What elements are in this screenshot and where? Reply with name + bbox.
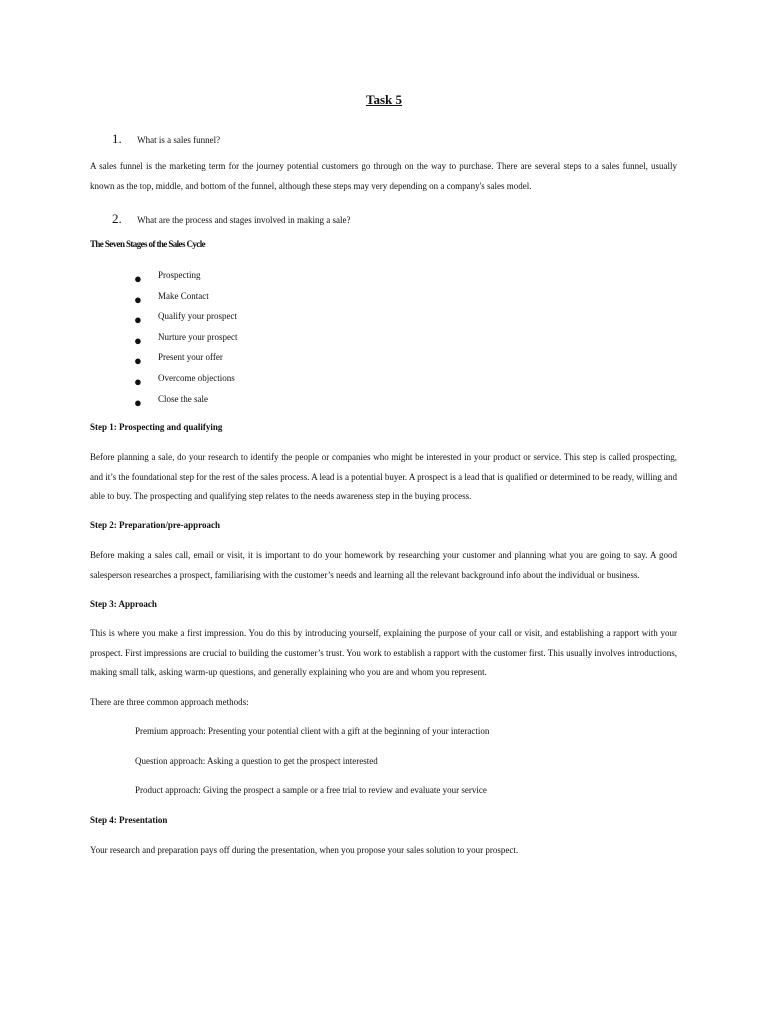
step-4-heading: Step 4: Presentation	[90, 815, 168, 825]
approach-method-question: Question approach: Asking a question to get the prospect interested	[135, 756, 378, 766]
stages-heading: The Seven Stages of the Sales Cycle	[90, 239, 205, 249]
question-2-number: 2.	[112, 211, 122, 226]
bullet-icon: ●	[134, 271, 142, 286]
bullet-icon: ●	[134, 373, 142, 389]
document-page: Task 5 1. What is a sales funnel? A sales funnel is the marketing term for the journey potential customers go through on the way to purchase. There are several steps to a sales funnel, usually known as the top, middle, and bottom of the funnel, although these steps may very depending on a company's sales model. 2. What are the process and stages involved in making a sale? The Seven Stages of the Sales Cycle ● Prospecting ● Make Contact ● Qualify your prospect ● Nurture your prospect ● Present your offer ● Overcome objections ● Close the sale Step 1: Prospecting and qualifying Before planning a sale, do your research to identify the people or companies who might be interested in your product or service. This step is called prospecting, and it’s the foundational step for the rest of the sales process. A lead is a potential buyer. A prospect is a lead that is qualified or determined to be ready, willing and able to buy. The prospecting and qualifying step relates to the needs awareness step in the buying process. Step 2: Preparation/pre-approach Before making a sales call, email or visit, it is important to do your homework by researching your customer and planning what you are going to say. A good salesperson researches a prospect, familiarising with the customer’s needs and learning all the relevant background info about the individual or business. Step 3: Approach This is where you make a first impression. You do this by introducing yourself, explaining the purpose of your call or visit, and establishing a rapport with your prospect. First impressions are crucial to building the customer’s trust. You work to establish a rapport with the customer first. This usually involves introductions, making small talk, asking warm-up questions, and generally explaining who you are and whom you represent. There are three common approach methods: Premium approach: Presenting your potential client with a gift at the beginning of your interaction Question approach: Asking a question to get the prospect interested Product approach: Giving the prospect a sample or a free trial to review and evaluate your service Step 4: Presentation Your research and preparation pays off during the presentation, when you propose your sales solution to your prospect.	[0, 0, 768, 1024]
bullet-icon: ●	[134, 312, 142, 328]
step-4-paragraph: Your research and preparation pays off during the presentation, when you propose your sales solution to your prospect.	[90, 845, 519, 855]
question-1	[112, 131, 220, 147]
question-2	[112, 211, 351, 227]
approach-method-premium: Premium approach: Presenting your potential client with a gift at the beginning of your interaction	[135, 726, 490, 736]
bullet-icon: ●	[134, 353, 142, 369]
step-1-paragraph: Before planning a sale, do your research to identify the people or companies who might be interested in your product or service. This step is called prospecting, and it’s the foundational step for the rest of the sales process. A lead is a potential buyer. A prospect is a lead that is qualified or determined to be ready, willing and able to buy. The prospecting and qualifying step relates to the needs awareness step in the buying process.	[90, 452, 678, 501]
bullet-icon: ●	[134, 394, 142, 410]
step-3-heading: Step 3: Approach	[90, 599, 157, 609]
document-title: Task 5	[365, 92, 403, 107]
step-3-paragraph: This is where you make a first impression. You do this by introducing yourself, explaining the purpose of your call or visit, and establishing a rapport with your prospect. First impressions are crucial to building the customer’s trust. You work to establish a rapport with the customer first. This usually involves introductions, making small talk, asking warm-up questions, and generally explaining who you are and whom you represent.	[90, 628, 677, 677]
bullet-icon: ●	[134, 332, 142, 348]
approach-methods-intro: There are three common approach methods:	[90, 697, 249, 707]
bullet-icon: ●	[134, 291, 142, 307]
answer-1-paragraph: A sales funnel is the marketing term for the journey potential customers go through on the way to purchase. There are several steps to a sales funnel, usually known as the top, middle, and bottom of the funnel, although these steps may very depending on a company's sales model.	[90, 161, 677, 191]
step-2-heading: Step 2: Preparation/pre-approach	[90, 520, 220, 530]
step-2-paragraph: Before making a sales call, email or visit, it is important to do your homework by researching your customer and planning what you are going to say. A good salesperson researches a prospect, familiarising with the customer’s needs and learning all the relevant background info about the individual or business.	[90, 550, 677, 580]
step-1-heading: Step 1: Prospecting and qualifying	[90, 422, 223, 432]
question-2-text: What are the process and stages involved in making a sale?	[137, 215, 351, 225]
approach-method-product: Product approach: Giving the prospect a sample or a free trial to review and evaluate your service	[135, 785, 487, 795]
question-1-text: What is a sales funnel?	[137, 135, 221, 145]
question-1-number: 1.	[112, 131, 122, 146]
